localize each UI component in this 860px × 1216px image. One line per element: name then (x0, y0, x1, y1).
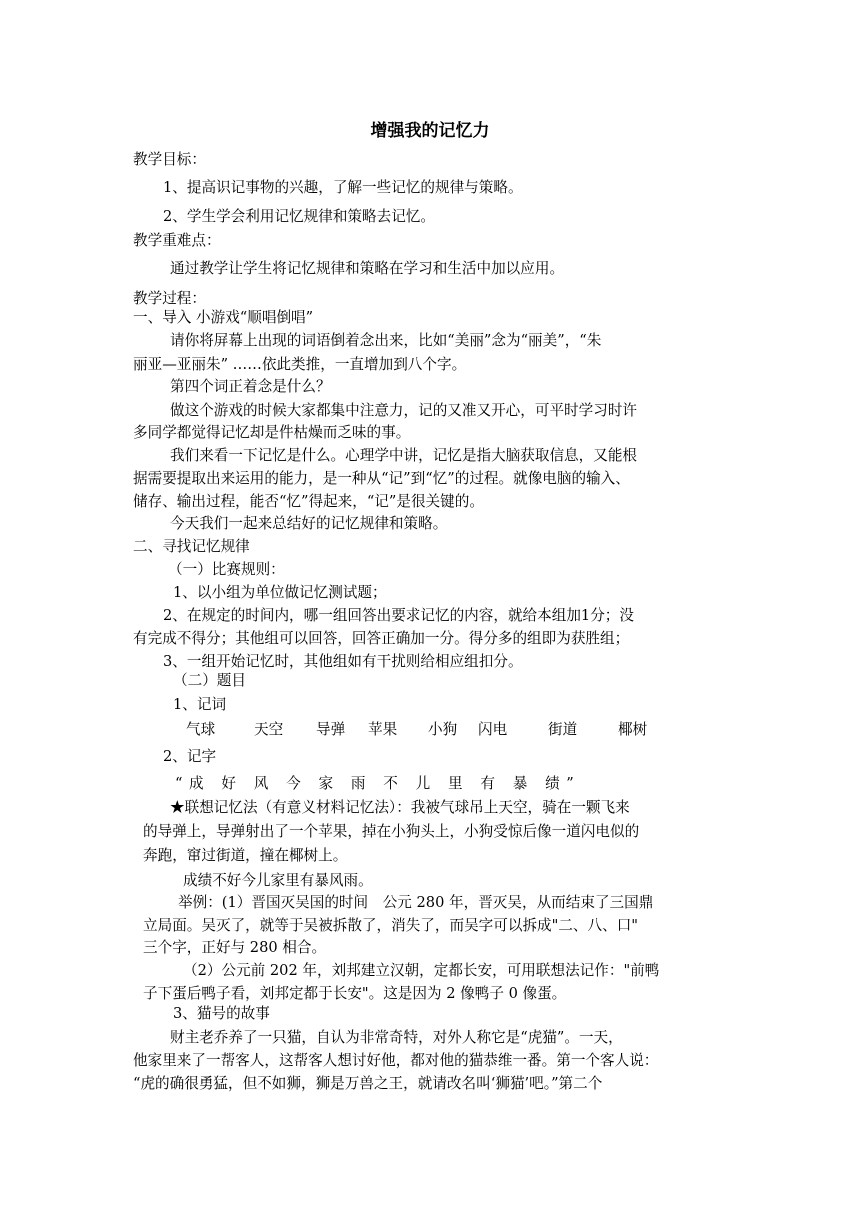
paragraph-line: 据需要提取出来运用的能力，是一种从“记”到“忆”的过程。就像电脑的输入、 (133, 470, 630, 487)
subsection-heading: （二）题目 (173, 672, 246, 689)
subsection-heading: 3、猫号的故事 (173, 1005, 270, 1022)
paragraph-line: 2、学生学会利用记忆规律和策略去记忆。 (163, 208, 435, 225)
word-list (186, 720, 658, 740)
word-item: 街道 (548, 721, 578, 738)
paragraph-line: 1、以小组为单位做记忆测试题； (173, 584, 387, 601)
paragraph-line: 储存、输出过程，能否“忆”得起来，“记”是很关键的。 (133, 493, 484, 510)
document-title: 增强我的记忆力 (370, 121, 490, 141)
section-heading: 一、导入 小游戏“顺唱倒唱” (133, 309, 314, 326)
paragraph-line: ★联想记忆法（有意义材料记忆法）：我被气球吊上天空，骑在一颗飞来 (170, 799, 630, 816)
subsection-heading: 2、记字 (163, 748, 217, 765)
paragraph-line: 3、一组开始记忆时，其他组如有干扰则给相应组扣分。 (163, 653, 523, 670)
paragraph-line: 通过教学让学生将记忆规律和策略在学习和生活中加以应用。 (170, 260, 565, 277)
paragraph-line: 有完成不得分；其他组可以回答，回答正确加一分。得分多的组即为获胜组； (133, 630, 630, 647)
paragraph-line: 2、在规定的时间内，哪一组回答出要求记忆的内容，就给本组加1分；没 (163, 607, 634, 624)
word-item: 闪电 (478, 721, 508, 738)
word-item: 小狗 (428, 721, 458, 738)
paragraph-line: 奔跑，窜过街道，撞在椰树上。 (143, 847, 348, 864)
paragraph-line: 他家里来了一帮客人，这帮客人想讨好他，都对他的猫恭维一番。第一个客人说： (133, 1052, 659, 1069)
word-item: 苹果 (368, 721, 398, 738)
section-heading: 教学目标： (133, 151, 206, 168)
paragraph-line: 第四个词正着念是什么？ (170, 378, 331, 395)
paragraph-line: 做这个游戏的时候大家都集中注意力，记的又准又开心，可平时学习时许 (170, 402, 638, 419)
paragraph-line: 请你将屏幕上出现的词语倒着念出来，比如“美丽”念为“丽美”，“朱 (170, 332, 602, 349)
paragraph-line: “虎的确很勇猛，但不如狮，狮是万兽之王，就请改名叫‘狮猫’吧。”第二个 (133, 1075, 603, 1092)
section-heading: 教学重难点： (133, 232, 221, 249)
paragraph-line: 财主老乔养了一只猫，自认为非常奇特，对外人称它是“虎猫”。一天， (170, 1029, 623, 1046)
word-item: 天空 (254, 721, 284, 738)
paragraph-line: 举例：(1）晋国灭吴国的时间 公元 280 年，晋灭吴，从而结束了三国鼎 (178, 894, 654, 911)
subsection-heading: 1、记词 (173, 696, 227, 713)
paragraph-line: 成绩不好今儿家里有暴风雨。 (183, 872, 373, 889)
word-item: 气球 (186, 721, 216, 738)
paragraph-line: 的导弹上，导弹射出了一个苹果，掉在小狗头上，小狗受惊后像一道闪电似的 (143, 823, 640, 840)
section-heading: 教学过程： (133, 290, 206, 307)
paragraph-line: 我们来看一下记忆是什么。心理学中讲，记忆是指大脑获取信息，又能根 (170, 447, 638, 464)
section-heading: 二、寻找记忆规律 (133, 538, 250, 555)
paragraph-line: 1、提高识记事物的兴趣，了解一些记忆的规律与策略。 (163, 179, 523, 196)
word-item: 椰树 (618, 721, 648, 738)
paragraph-line: 立局面。吴灭了，就等于吴被拆散了，消失了，而吴字可以拆成"二、八、口" (143, 917, 639, 934)
paragraph-line: 丽亚—亚丽朱” ……依此类推，一直增加到八个字。 (133, 356, 467, 373)
word-item: 导弹 (316, 721, 346, 738)
paragraph-line: （2）公元前 202 年，刘邦建立汉朝，定都长安，可用联想法记作："前鸭 (183, 962, 660, 979)
subsection-heading: （一）比赛规则： (168, 561, 285, 578)
character-list: “成 好 风 今 家 雨 不 儿 里 有 暴 绩” (175, 775, 581, 792)
paragraph-line: 子下蛋后鸭子看，刘邦定都于长安"。这是因为 2 像鸭子 0 像蛋。 (143, 985, 567, 1002)
paragraph-line: 多同学都觉得记忆却是件枯燥而乏味的事。 (133, 424, 411, 441)
paragraph-line: 今天我们一起来总结好的记忆规律和策略。 (170, 515, 448, 532)
paragraph-line: 三个字，正好与 280 相合。 (143, 939, 327, 956)
